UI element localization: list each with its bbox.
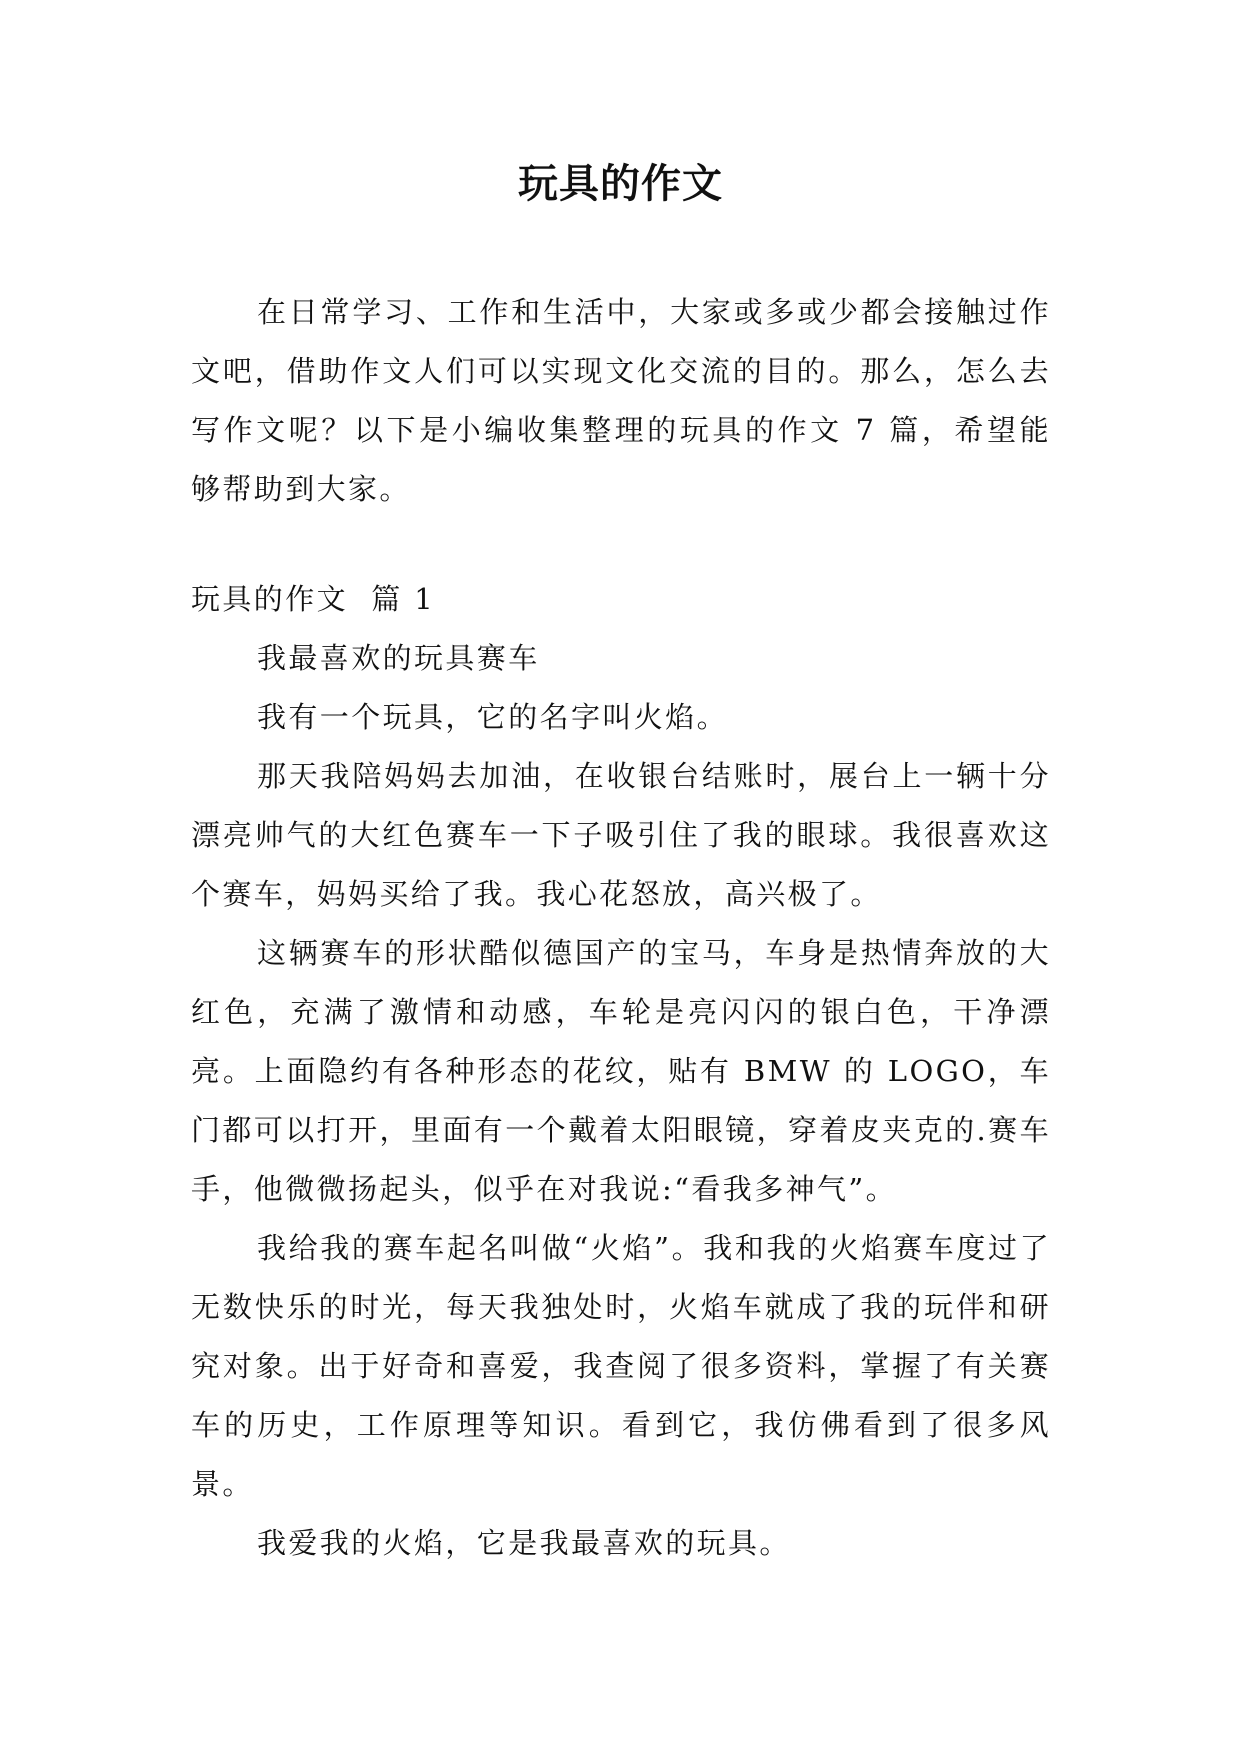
document-title: 玩具的作文: [518, 160, 723, 207]
body-paragraph: 我给我的赛车起名叫做“火焰”。我和我的火焰赛车度过了无数快乐的时光，每天我独处时，火焰车就成了我的玩伴和研究对象。出于好奇和喜爱，我查阅了很多资料，掌握了有关赛车的历史，工作原理等知识。看到它，我仿佛看到了很多风景。: [191, 1231, 1051, 1501]
intro-paragraph: 在日常学习、工作和生活中，大家或多或少都会接触过作文吧，借助作文人们可以实现文化交流的目的。那么，怎么去写作文呢？以下是小编收集整理的玩具的作文 7 篇，希望能够帮助到大家。: [191, 295, 1051, 506]
body-paragraph: 这辆赛车的形状酷似德国产的宝马，车身是热情奔放的大红色，充满了激情和动感，车轮是亮闪闪的银白色，干净漂亮。上面隐约有各种形态的花纹，贴有 BMW 的 LOGO，车门都可以打开，里面有一个戴着太阳眼镜，穿着皮夹克的.赛车手，他微微扬起头，似乎在对我说:“看我多神气”。: [191, 936, 1051, 1206]
body-paragraph: 我爱我的火焰，它是我最喜欢的玩具。: [257, 1526, 791, 1560]
body-paragraph: 那天我陪妈妈去加油，在收银台结账时，展台上一辆十分漂亮帅气的大红色赛车一下子吸引住了我的眼球。我很喜欢这个赛车，妈妈买给了我。我心花怒放，高兴极了。: [191, 759, 1051, 911]
document-body: [191, 283, 1051, 1573]
subtitle-paragraph: 我最喜欢的玩具赛车: [257, 641, 540, 675]
section-heading: 玩具的作文 篇 1: [191, 582, 436, 616]
body-paragraph: 我有一个玩具，它的名字叫火焰。: [257, 700, 729, 734]
